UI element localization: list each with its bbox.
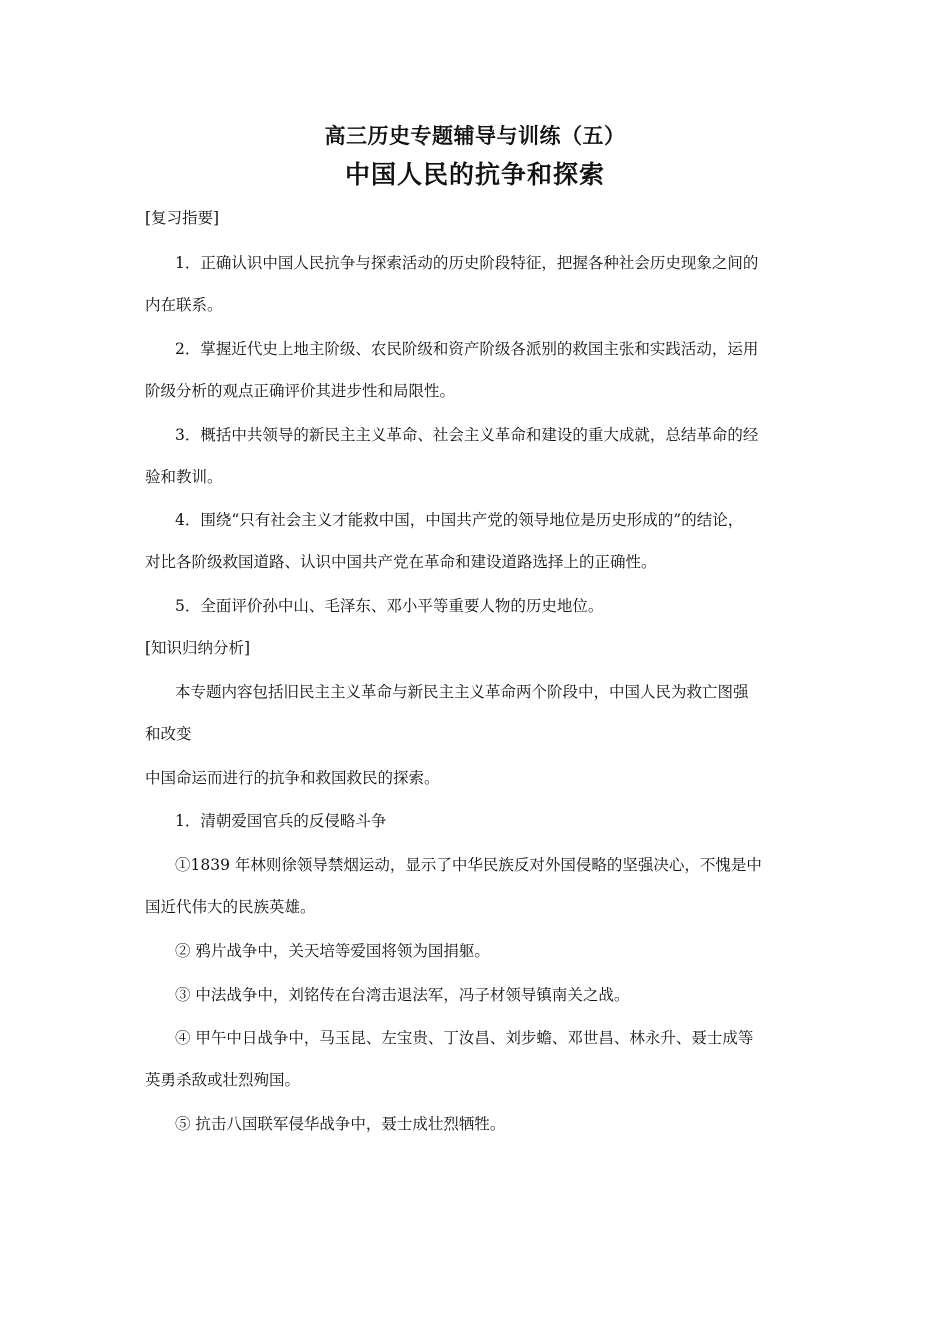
document-subtitle: 中国人民的抗争和探索 bbox=[344, 160, 605, 189]
review-item-5-line1: 5．全面评价孙中山、毛泽东、邓小平等重要人物的历史地位。 bbox=[175, 597, 604, 615]
document-title: 高三历史专题辅导与训练（五） bbox=[324, 124, 626, 148]
review-item-1-line1: 1．正确认识中国人民抗争与探索活动的历史阶段特征，把握各种社会历史现象之间的 bbox=[175, 254, 759, 272]
analysis-intro-line3: 中国命运而进行的抗争和救国救民的探索。 bbox=[145, 769, 440, 787]
review-item-1-line2: 内在联系。 bbox=[145, 296, 223, 314]
review-item-2-line1: 2．掌握近代史上地主阶级、农民阶级和资产阶级各派别的救国主张和实践活动，运用 bbox=[175, 340, 759, 358]
analysis-subheading: 1．清朝爱国官兵的反侵略斗争 bbox=[175, 812, 387, 830]
analysis-point-3-line1: ③ 中法战争中，刘铭传在台湾击退法军，冯子材领导镇南关之战。 bbox=[175, 986, 630, 1004]
review-item-2-line2: 阶级分析的观点正确评价其进步性和局限性。 bbox=[145, 382, 456, 400]
analysis-point-5-line1: ⑤ 抗击八国联军侵华战争中，聂士成壮烈牺牲。 bbox=[175, 1115, 506, 1133]
section-heading-analysis: [知识归纳分析] bbox=[145, 639, 251, 657]
analysis-point-1-line2: 国近代伟大的民族英雄。 bbox=[145, 898, 316, 916]
analysis-point-4-line2: 英勇杀敌或壮烈殉国。 bbox=[145, 1071, 301, 1089]
analysis-point-2-line1: ② 鸦片战争中，关天培等爱国将领为国捐躯。 bbox=[175, 942, 490, 960]
section-heading-review: [复习指要] bbox=[145, 209, 220, 227]
review-item-3-line2: 验和教训。 bbox=[145, 468, 223, 486]
analysis-point-4-line1: ④ 甲午中日战争中，马玉昆、左宝贵、丁汝昌、刘步蟾、邓世昌、林永升、聂士成等 bbox=[175, 1029, 754, 1047]
analysis-point-1-line1: ①1839 年林则徐领导禁烟运动，显示了中华民族反对外国侵略的坚强决心，不愧是中 bbox=[175, 856, 762, 874]
review-item-3-line1: 3．概括中共领导的新民主主义革命、社会主义革命和建设的重大成就，总结革命的经 bbox=[175, 426, 759, 444]
analysis-intro-line1: 本专题内容包括旧民主主义革命与新民主主义革命两个阶段中，中国人民为救亡图强 bbox=[175, 683, 749, 701]
review-item-4-line1: 4．围绕“只有社会主义才能救中国，中国共产党的领导地位是历史形成的”的结论， bbox=[175, 511, 744, 529]
analysis-intro-line2: 和改变 bbox=[145, 725, 192, 743]
review-item-4-line2: 对比各阶级救国道路、认识中国共产党在革命和建设道路选择上的正确性。 bbox=[145, 553, 657, 571]
